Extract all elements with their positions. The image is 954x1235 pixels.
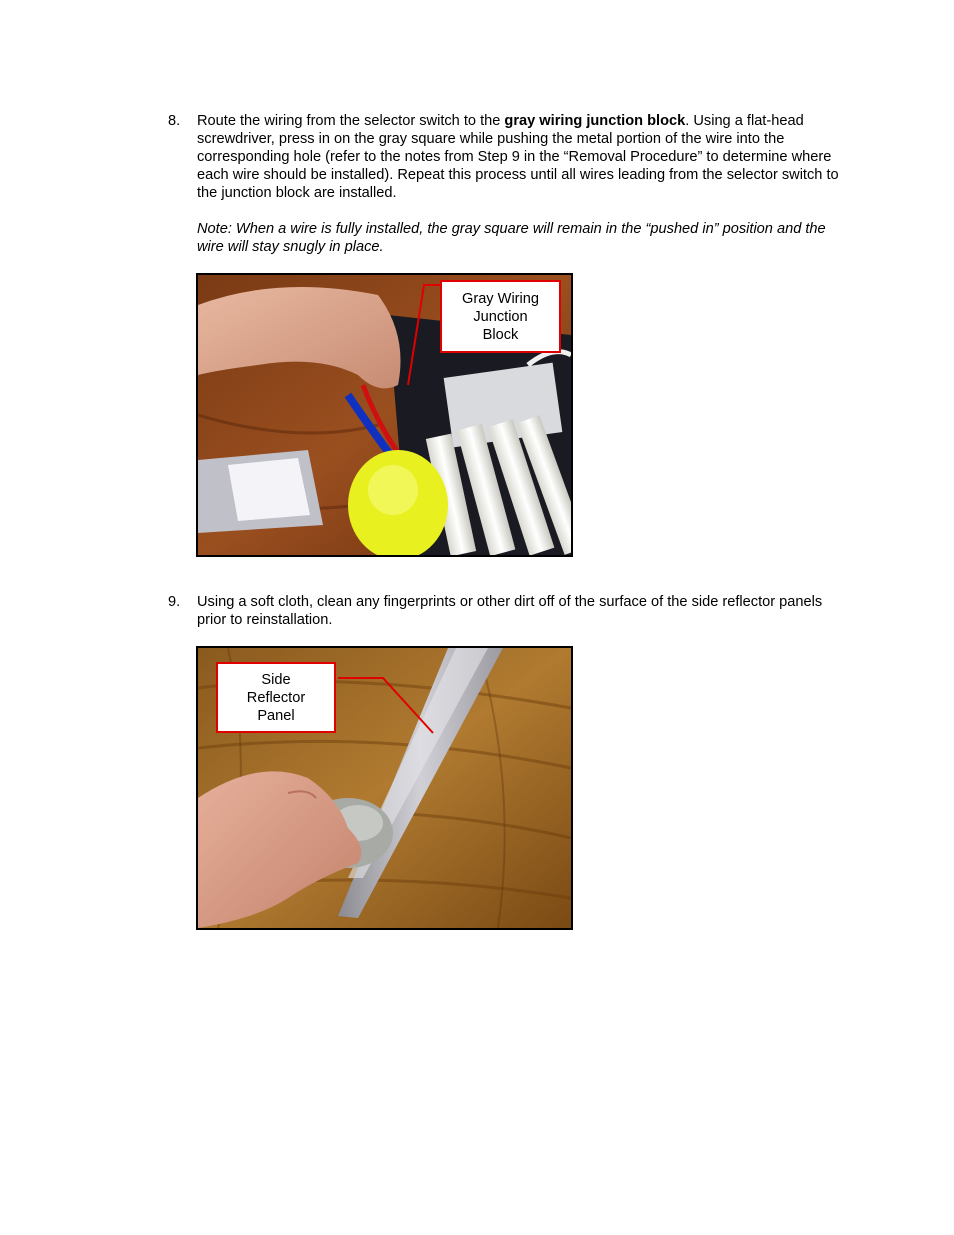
step-number: 8.: [168, 113, 181, 129]
step-8-note: Note: When a wire is fully installed, the gray square will remain in the “pushed in” position and the wire will stay snugly in place.: [197, 221, 826, 255]
step-8-text-after: . Using a flat-head screwdriver, press in on the gray square while pushing the metal portion of the wire into the corresponding hole (refer to the notes from Step 9 in the “Removal Procedure” to determine where each wire should be installed). Repeat this process until all wires leading from the selector switch to the junction block are installed.: [197, 113, 839, 201]
reflector-panel-callout: [216, 662, 336, 733]
step-9-body: [197, 593, 847, 629]
step-number: 9.: [168, 594, 181, 610]
step-8-paragraph: [197, 112, 847, 202]
step-8-text-before: Route the wiring from the selector switch to the: [197, 113, 505, 129]
junction-block-callout: [440, 280, 561, 353]
step-8-bold-term: gray wiring junction block: [504, 113, 686, 129]
junction-block-callout-label: Gray Wiring Junction Block: [461, 290, 540, 343]
step-9-paragraph: Using a soft cloth, clean any fingerprints or other dirt off of the surface of the side reflector panels prior to reinstallation.: [197, 594, 823, 628]
reflector-panel-callout-label: Side Reflector Panel: [246, 671, 306, 724]
step-8-body: [197, 112, 847, 256]
